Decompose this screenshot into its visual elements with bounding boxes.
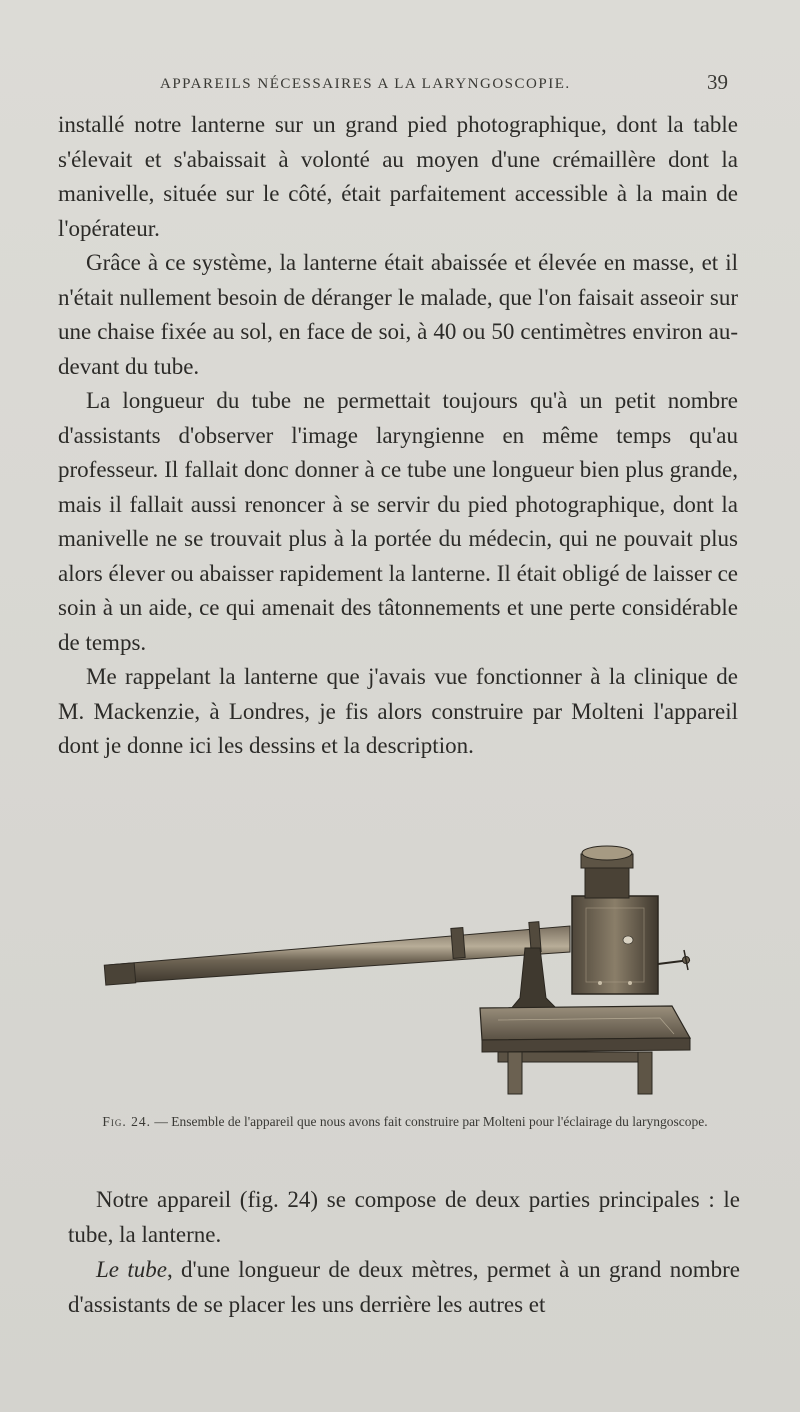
laryngoscope-lantern-engraving [100,838,700,1108]
figure-label: Fig. 24. [102,1114,151,1129]
paragraph-text: , d'une longueur de deux mètres, permet à un grand nombre d'assistants de se placer les uns derrière les autres et [68,1257,740,1317]
lower-body-text [68,1182,740,1322]
italic-term: Le tube [96,1257,167,1282]
body-text [58,108,738,764]
paragraph: Grâce à ce système, la lanterne était abaissée et élevée en masse, et il n'était nullement besoin de déranger le malade, que l'on faisait asseoir sur une chaise fixée au sol, en face de soi, à 40 ou 50 centimètres environ au-devant du tube. [58,250,738,379]
paragraph: Notre appareil (fig. 24) se compose de deux parties principales : le tube, la lanterne. [68,1187,740,1247]
paragraph [68,1252,740,1322]
paragraph: La longueur du tube ne permettait toujours qu'à un petit nombre d'assistants d'observer l'image laryngienne en même temps qu'au professeur. Il fallait donc donner à ce tube une longueur bien plus grande, mais il fallait aussi renoncer à se servir du pied photographique, dont la manivelle ne se trouvait plus à la portée du médecin, qui ne pouvait plus alors élever ou abaisser rapidement la lanterne. Il était obligé de laisser ce soin à un aide, ce qui amenait des tâtonnements et une perte considérable de temps. [58,388,738,655]
figure-caption [95,1112,715,1131]
paragraph-continuation: installé notre lanterne sur un grand pied photographique, dont la table s'élevait et s'abaissait à volonté au moyen d'une crémaillère dont la manivelle, située sur le côté, était parfaitement accessible à la main de l'opérateur. [58,112,738,241]
page-header [160,70,740,100]
paragraph: Me rappelant la lanterne que j'avais vue fonctionner à la clinique de M. Mackenzie, à Londres, je fis alors construire par Molteni l'appareil dont je donne ici les dessins et la description. [58,664,738,758]
figure-illustration [100,838,700,1108]
running-head: APPAREILS NÉCESSAIRES A LA LARYNGOSCOPIE. [160,76,571,92]
page-number: 39 [707,70,728,94]
figure-caption-text: — Ensemble de l'appareil que nous avons fait construire par Molteni pour l'éclairage du laryngoscope. [150,1114,708,1129]
